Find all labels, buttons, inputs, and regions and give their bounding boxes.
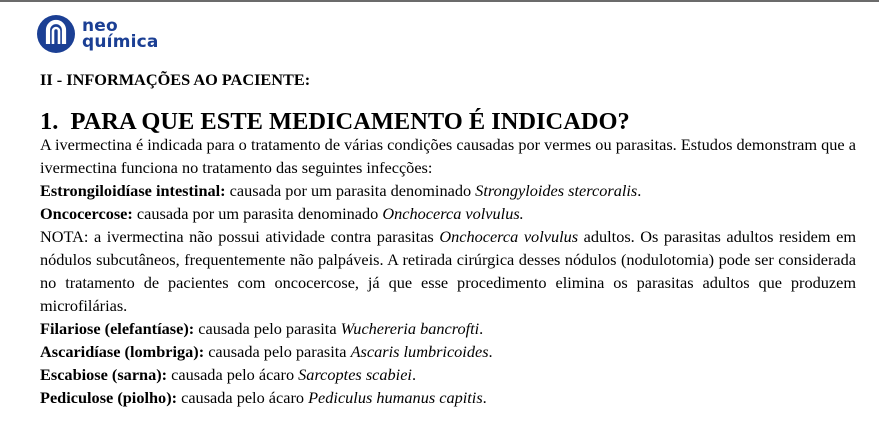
condition-desc: causada por um parasita denominado (132, 204, 383, 223)
brand-name-line1: neo (82, 16, 118, 36)
subsection-number: 1. (40, 108, 59, 135)
condition-name: Escabiose (sarna): (40, 365, 168, 384)
document-body (40, 64, 856, 409)
condition-end: . (488, 342, 493, 361)
condition-desc: causada pelo parasita (204, 342, 351, 361)
condition-filariasis (40, 317, 856, 340)
condition-end: . (637, 181, 642, 200)
condition-name: Ascaridíase (lombriga): (40, 342, 205, 361)
condition-name: Filariose (elefantíase): (40, 319, 195, 338)
top-rule (0, 0, 879, 2)
condition-name: Pediculose (piolho): (40, 388, 178, 407)
note-paragraph (40, 225, 856, 317)
condition-ascariasis (40, 340, 856, 363)
note-part1: NOTA: a ivermectina não possui atividade contra parasitas (40, 227, 440, 246)
condition-organism: Wuchereria bancrofti (340, 319, 480, 338)
condition-organism: Strongyloides stercoralis (475, 181, 638, 200)
intro-paragraph: A ivermectina é indicada para o tratamento de várias condições causadas por vermes ou parasitas. Estudos demonstram que a ivermectina funciona no tratamento das seguintes infecções: (40, 135, 856, 177)
subsection-text: PARA QUE ESTE MEDICAMENTO É INDICADO? (70, 108, 630, 135)
condition-desc: causada pelo ácaro (167, 365, 299, 384)
subsection-title (40, 110, 856, 133)
note-organism: Onchocerca volvulus (439, 227, 579, 246)
condition-organism: Ascaris lumbricoides (350, 342, 489, 361)
condition-name: Oncocercose: (40, 204, 133, 223)
condition-organism: Pediculus humanus capitis (308, 388, 483, 407)
brand-logo (36, 14, 159, 54)
brand-name-line2: química (82, 32, 159, 52)
condition-end: . (411, 365, 417, 384)
condition-onchocerciasis (40, 202, 856, 225)
condition-desc: causada pelo ácaro (177, 388, 309, 407)
condition-end: . (479, 319, 484, 338)
condition-scabies (40, 363, 856, 386)
condition-desc: causada por um parasita denominado (225, 181, 476, 200)
condition-pediculosis (40, 386, 856, 409)
condition-desc: causada pelo parasita (194, 319, 341, 338)
note-part2: adultos. Os parasitas adultos residem em nódulos subcutâneos, frequentemente não palpáveis. A retirada cirúrgica desses nódulos (nodulotomia) pode ser considerada no tratamento de pacientes com oncocercose, já que esse procedimento elimina os parasitas adultos que produzem microfilárias. (40, 227, 856, 315)
condition-end: . (482, 388, 487, 407)
condition-organism: Sarcoptes scabiei (298, 365, 412, 384)
neo-quimica-logo-icon (36, 14, 76, 54)
condition-organism: Onchocerca volvulus. (382, 204, 524, 223)
condition-name: Estrongiloidíase intestinal: (40, 181, 226, 200)
brand-name (82, 18, 159, 50)
section-title: II - INFORMAÇÕES AO PACIENTE: (40, 70, 311, 89)
condition-strongyloidiasis (40, 179, 856, 202)
